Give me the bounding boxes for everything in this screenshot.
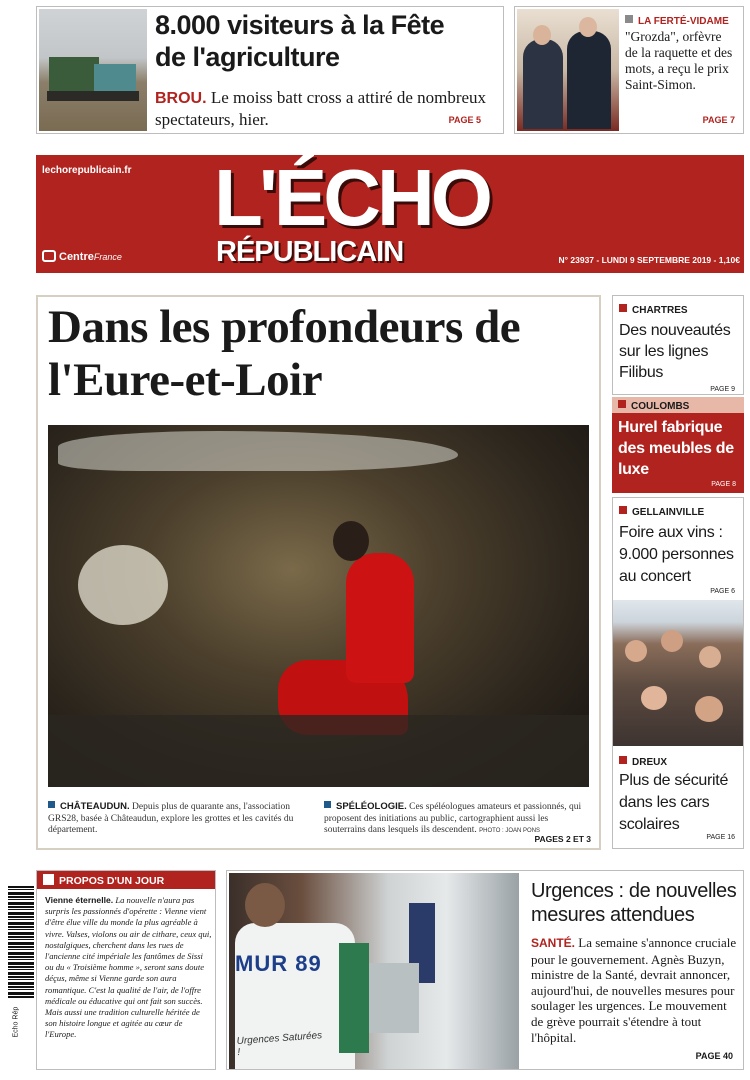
masthead-website[interactable]: lechorepublicain.fr: [42, 165, 132, 176]
lead-pages: PAGES 2 ET 3: [534, 834, 591, 844]
sidebar-chartres-place: CHARTRES: [619, 304, 688, 316]
teaser-agriculture-page: PAGE 5: [448, 115, 481, 125]
lead-headline: Dans les profondeurs de l'Eure-et-Loir: [48, 301, 521, 406]
masthead-title: L'ÉCHO: [214, 153, 490, 242]
sidebar-dreux-place: DREUX: [619, 756, 667, 768]
masthead: [36, 155, 744, 273]
urgences-text: SANTÉ. La semaine s'annonce cruciale pour le gouvernement. Agnès Buzyn, ministre de la Santé, devrait annoncer, aujourd'hui, de nouvelles mesures pour soulager les urgences. Le mouvement de grève pourrait s'étendre à tout l'hôpital.: [531, 935, 737, 1045]
teaser-ferte-vidame[interactable]: [514, 6, 744, 134]
teaser-agriculture-headline: 8.000 visiteurs à la Fête de l'agriculture: [155, 10, 445, 72]
lead-photo-cave: [48, 425, 589, 787]
urgences-headline: Urgences : de nouvelles mesures attendues: [531, 880, 737, 926]
urgences-vest-text: MUR 89: [235, 951, 322, 976]
teaser-ferte-vidame-page: PAGE 7: [702, 115, 735, 125]
sidebar-chartres[interactable]: [612, 295, 744, 395]
barcode-side-text: Echo Rép: [12, 1006, 20, 1038]
sidebar-gellainville[interactable]: [612, 497, 744, 849]
teaser-ferte-vidame-place: LA FERTÉ-VIDAME: [625, 15, 729, 27]
centrefrance-icon: [42, 250, 56, 262]
teaser-ferte-vidame-photo: [517, 9, 619, 131]
teaser-agriculture-place: BROU.: [155, 90, 207, 107]
sidebar-gellainville-page: PAGE 6: [710, 588, 735, 595]
sidebar-coulombs-headline: Hurel fabrique des meubles de luxe: [618, 419, 734, 478]
urgences-sign-text: Urgences Saturées !: [236, 1030, 323, 1059]
propos-label: PROPOS D'UN JOUR: [37, 871, 216, 889]
sidebar-gellainville-place: GELLAINVILLE: [619, 506, 704, 518]
sidebar-concert-photo: [613, 600, 744, 746]
sidebar-dreux-page: PAGE 16: [706, 834, 735, 841]
urgences-story[interactable]: [226, 870, 744, 1070]
barcode: [8, 886, 34, 1038]
propos-text: Vienne éternelle. La nouvelle n'aura pas surpris les passionnés d'opérette : Vienne vient d'être élue ville du monde la plus agréable à vivre. Valses, violons ou air de cithare, ceux qui, nostalgiques, cherchent dans les rues de l'ancienne cité impériale les fantômes de Sissi ou du « Troisième homme », seront sans doute déçus, même si Vienne garde son aura romantique. C'est la qualité de l'air, de l'offre médicale ou éducative qui ont fait son succès. Mais aussi une tradition culturelle héritée de son histoire longue et agitée au cœur de l'Europe.: [45, 895, 212, 1040]
masthead-issue: N° 23937 - LUNDI 9 SEPTEMBRE 2019 - 1,10€: [558, 255, 740, 265]
sidebar-chartres-headline: Des nouveautés sur les lignes Filibus: [619, 322, 731, 381]
lead-caption-speleologie: SPÉLÉOLOGIE. Ces spéléologues amateurs et passionnés, qui proposent des initiations au public, cartographient aussi les souterrains dans lesquels ils descendent. PHOTO : JOAN PONS: [324, 801, 582, 835]
masthead-subtitle: RÉPUBLICAIN: [216, 236, 404, 268]
lead-story[interactable]: [36, 295, 601, 850]
sidebar-gellainville-headline: Foire aux vins : 9.000 personnes au concert: [619, 524, 734, 585]
sidebar-coulombs-page: PAGE 8: [711, 481, 736, 488]
sidebar-dreux-headline: Plus de sécurité dans les cars scolaires: [619, 772, 729, 833]
lead-caption-chateaudun: CHÂTEAUDUN. Depuis plus de quarante ans, l'association GRS28, basée à Châteaudun, explore les grottes et les cavités du département.: [48, 801, 294, 835]
urgences-photo: [229, 873, 519, 1069]
propos-box[interactable]: [36, 870, 216, 1070]
urgences-page: PAGE 40: [695, 1051, 733, 1061]
masthead-group-logo: CentreFrance: [42, 250, 122, 263]
teaser-ferte-vidame-text: "Grozda", orfèvre de la raquette et des mots, a reçu le prix Saint-Simon.: [625, 29, 733, 92]
sidebar-coulombs[interactable]: [612, 397, 744, 493]
teaser-agriculture-photo: [39, 9, 147, 131]
sidebar-coulombs-place: COULOMBS: [618, 400, 689, 412]
teaser-agriculture-text: BROU. Le moiss batt cross a attiré de nombreux spectateurs, hier.: [155, 88, 487, 129]
teaser-agriculture[interactable]: [36, 6, 504, 134]
sidebar-chartres-page: PAGE 9: [710, 386, 735, 393]
